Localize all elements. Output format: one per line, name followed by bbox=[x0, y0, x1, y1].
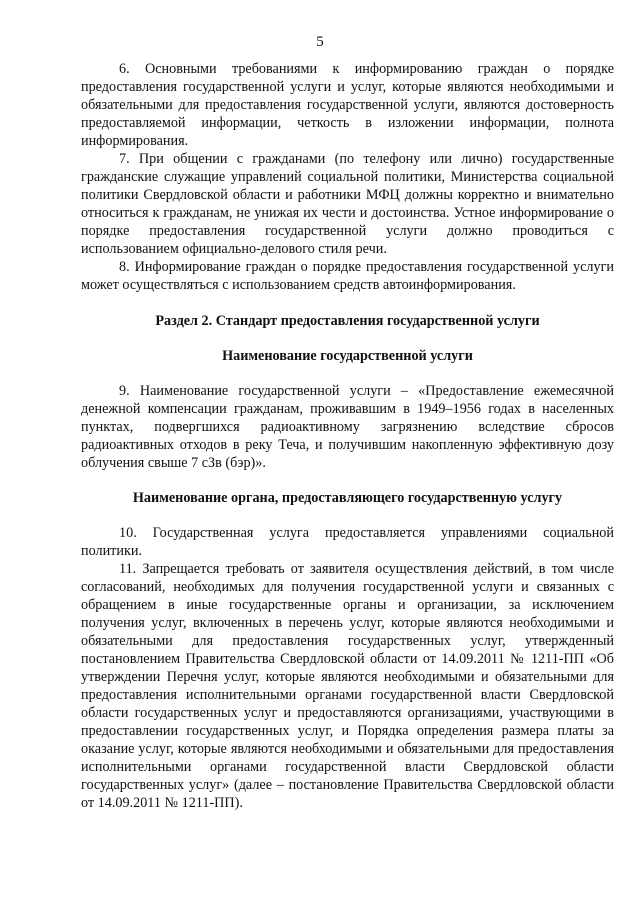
paragraph-7: 7. При общении с гражданами (по телефону или лично) государственные гражданские служащие управлений социальной политики, Министерства социальной политики Свердловской области и работники МФЦ должны корректно и внимательно относиться к гражданам, не унижая их чести и достоинства. Устное информирование о порядке предоставления государственной услуги должно проводиться с использованием официально-делового стиля речи. bbox=[81, 151, 614, 257]
paragraph-9: 9. Наименование государственной услуги – «Предоставление ежемесячной денежной компенсации гражданам, проживавшим в 1949–1956 годах в населенных пунктах, подвергшихся радиоактивному загрязнению вследствие сбросов радиоактивных отходов в реку Теча, и получившим накопленную эффективную дозу облучения свыше 7 сЗв (бэр)». bbox=[81, 383, 614, 471]
paragraph-8: 8. Информирование граждан о порядке предоставления государственной услуги может осуществляться с использованием средств автоинформирования. bbox=[81, 259, 614, 293]
paragraph-10: 10. Государственная услуга предоставляется управлениями социальной политики. bbox=[81, 525, 614, 559]
authority-name-heading: Наименование органа, предоставляющего государственную услугу bbox=[132, 490, 563, 506]
page-number: 5 bbox=[316, 34, 324, 50]
paragraph-11: 11. Запрещается требовать от заявителя осуществления действий, в том числе согласований, необходимых для получения государственной услуги и связанных с обращением в иные государственные органы и организации, за исключением получения услуг, включенных в перечень услуг, которые являются необходимыми и обязательными для предоставления государственных услуг, утвержденный постановлением Правительства Свердловской области от 14.09.2011 № 1211-ПП «Об утверждении Перечня услуг, которые являются необходимыми и обязательными для предоставления исполнительными органами государственной власти Свердловской области государственных услуг и предоставляются организациями, участвующими в предоставлении государственных услуг, и Порядка определения размера платы за оказание услуг, которые являются необходимыми и обязательными для предоставления исполнительными органами государственной власти Свердловской области государственных услуг» (далее – постановление Правительства Свердловской области от 14.09.2011 № 1211-ПП). bbox=[81, 561, 614, 811]
paragraph-6: 6. Основными требованиями к информированию граждан о порядке предоставления государственной услуги и услуг, которые являются необходимыми и обязательными для предоставления государственной услуги, являются достоверность предоставляемой информации, четкость в изложении информации, полнота информирования. bbox=[81, 61, 614, 149]
section-2-heading: Раздел 2. Стандарт предоставления государственной услуги bbox=[155, 313, 540, 329]
service-name-heading: Наименование государственной услуги bbox=[222, 348, 473, 364]
document-body bbox=[81, 60, 614, 812]
